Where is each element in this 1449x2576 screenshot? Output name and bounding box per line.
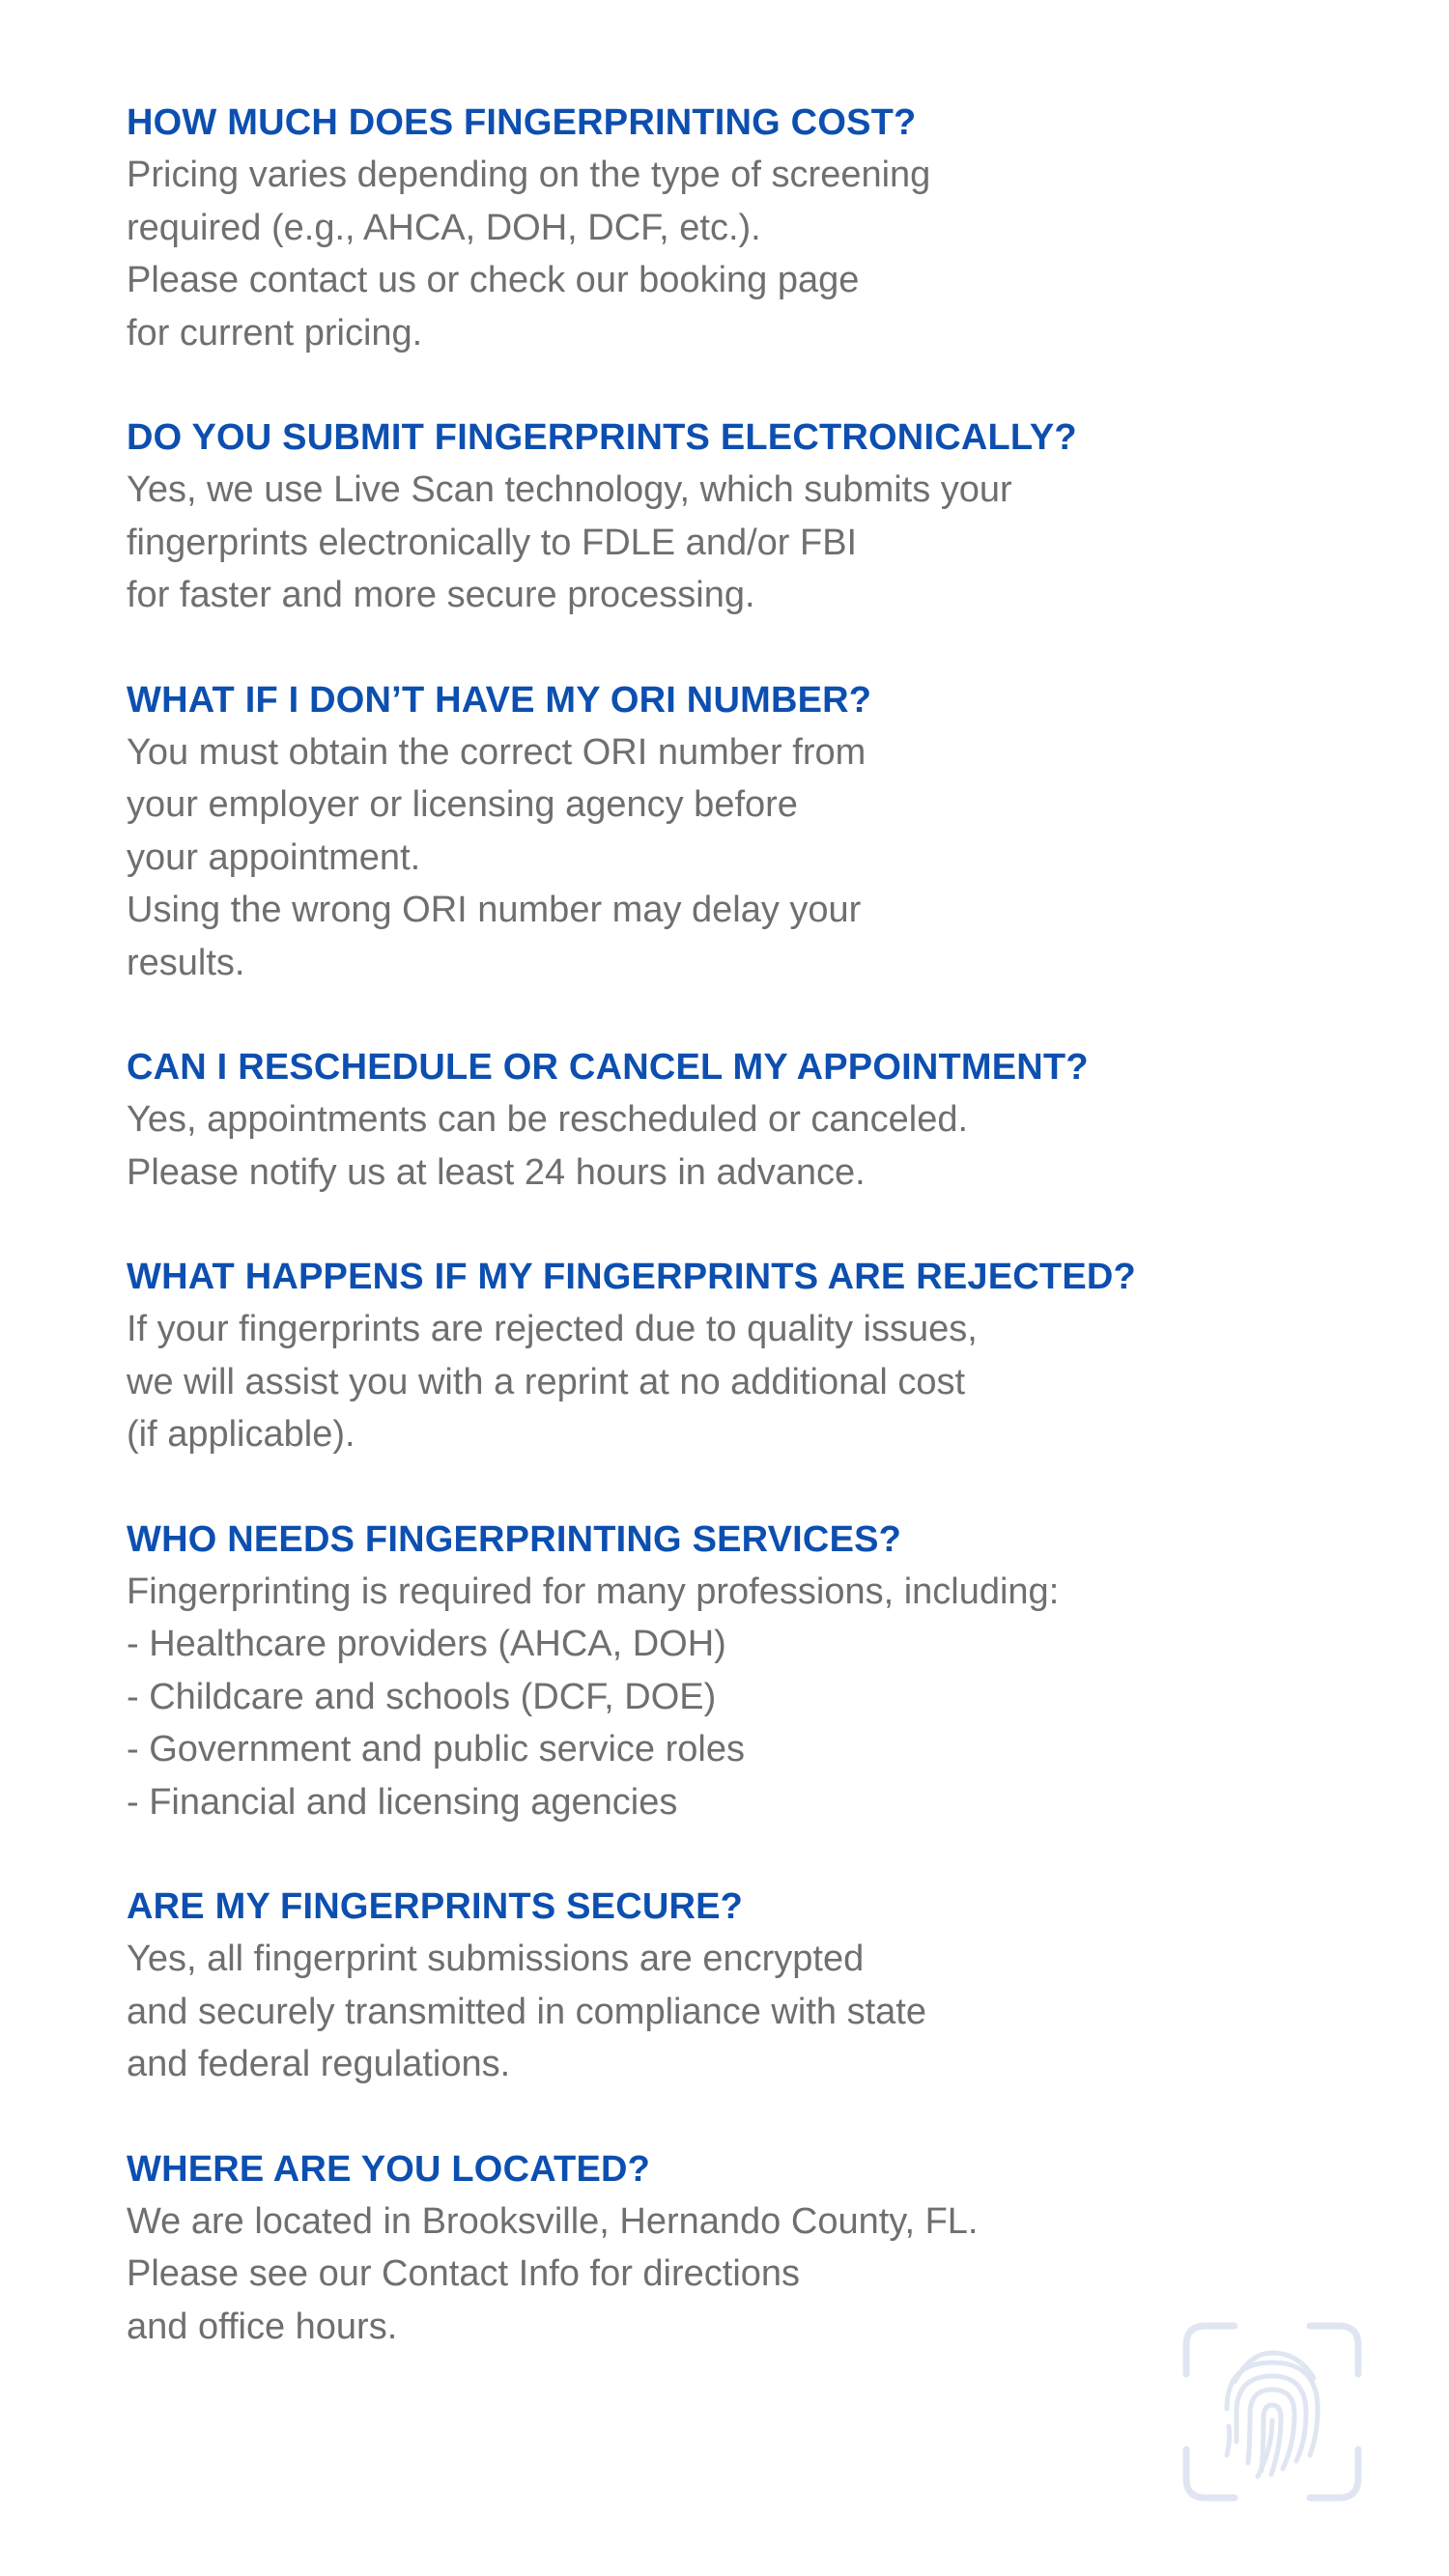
faq-question: HOW MUCH DOES FINGERPRINTING COST?	[127, 102, 917, 143]
faq-answer-line: and office hours.	[127, 2306, 398, 2347]
faq-question: ARE MY FINGERPRINTS SECURE?	[127, 1886, 744, 1927]
faq-answer-line: Fingerprinting is required for many professions, including:	[127, 1571, 1060, 1612]
faq-answer-line: - Financial and licensing agencies	[127, 1781, 678, 1823]
faq-item	[127, 2143, 1324, 2354]
faq-answer	[127, 149, 1324, 359]
faq-answer-line: and securely transmitted in compliance with state	[127, 1991, 926, 2032]
faq-answer-line: Yes, we use Live Scan technology, which submits your	[127, 469, 1012, 510]
faq-answer-line: for faster and more secure processing.	[127, 575, 755, 615]
faq-answer	[127, 726, 1324, 990]
faq-answer-line: Please contact us or check our booking page	[127, 260, 860, 300]
faq-answer-line: your appointment.	[127, 836, 421, 878]
faq-item	[127, 1251, 1324, 1461]
faq-answer-line: (if applicable).	[127, 1414, 355, 1455]
faq-answer-line: If your fingerprints are rejected due to quality issues,	[127, 1309, 978, 1349]
faq-item	[127, 1881, 1324, 2091]
faq-answer-line: Pricing varies depending on the type of screening	[127, 155, 931, 195]
faq-item	[127, 1041, 1324, 1199]
faq-answer-line: required (e.g., AHCA, DOH, DCF, etc.).	[127, 207, 761, 248]
faq-answer-line: - Childcare and schools (DCF, DOE)	[127, 1676, 717, 1717]
fingerprint-scan-icon	[1180, 2320, 1364, 2504]
faq-answer-line: your employer or licensing agency before	[127, 784, 798, 825]
faq-answer-line: Using the wrong ORI number may delay your	[127, 890, 862, 930]
faq-question: DO YOU SUBMIT FINGERPRINTS ELECTRONICALLY?	[127, 417, 1077, 458]
faq-answer	[127, 1303, 1324, 1461]
faq-answer-line: fingerprints electronically to FDLE and/or FBI	[127, 522, 858, 563]
faq-list	[127, 97, 1324, 2405]
faq-question: WHAT IF I DON’T HAVE MY ORI NUMBER?	[127, 679, 872, 721]
faq-answer-line: Please see our Contact Info for directions	[127, 2253, 801, 2294]
faq-answer-line: we will assist you with a reprint at no additional cost	[127, 1361, 966, 1402]
faq-answer-line: for current pricing.	[127, 312, 423, 354]
faq-answer-line: results.	[127, 942, 245, 983]
faq-answer-line: Yes, all fingerprint submissions are encrypted	[127, 1939, 865, 1979]
faq-item	[127, 674, 1324, 990]
faq-item	[127, 1514, 1324, 1829]
faq-answer	[127, 1566, 1324, 1829]
faq-answer	[127, 464, 1324, 622]
faq-answer-line: We are located in Brooksville, Hernando County, FL.	[127, 2200, 979, 2242]
faq-question: WHO NEEDS FINGERPRINTING SERVICES?	[127, 1518, 902, 1560]
faq-question: WHAT HAPPENS IF MY FINGERPRINTS ARE REJECTED?	[127, 1257, 1136, 1297]
faq-answer	[127, 1093, 1324, 1199]
faq-answer	[127, 2195, 1324, 2354]
faq-answer-line: - Healthcare providers (AHCA, DOH)	[127, 1624, 726, 1664]
faq-question: WHERE ARE YOU LOCATED?	[127, 2148, 651, 2190]
faq-answer-line: Yes, appointments can be rescheduled or canceled.	[127, 1099, 969, 1140]
faq-question: CAN I RESCHEDULE OR CANCEL MY APPOINTMENT?	[127, 1047, 1089, 1088]
faq-answer	[127, 1933, 1324, 2091]
faq-answer-line: You must obtain the correct ORI number from	[127, 731, 867, 773]
faq-answer-line: Please notify us at least 24 hours in advance.	[127, 1151, 866, 1193]
faq-item	[127, 411, 1324, 622]
faq-answer-line: and federal regulations.	[127, 2044, 511, 2084]
faq-answer-line: - Government and public service roles	[127, 1729, 745, 1769]
faq-item	[127, 97, 1324, 359]
